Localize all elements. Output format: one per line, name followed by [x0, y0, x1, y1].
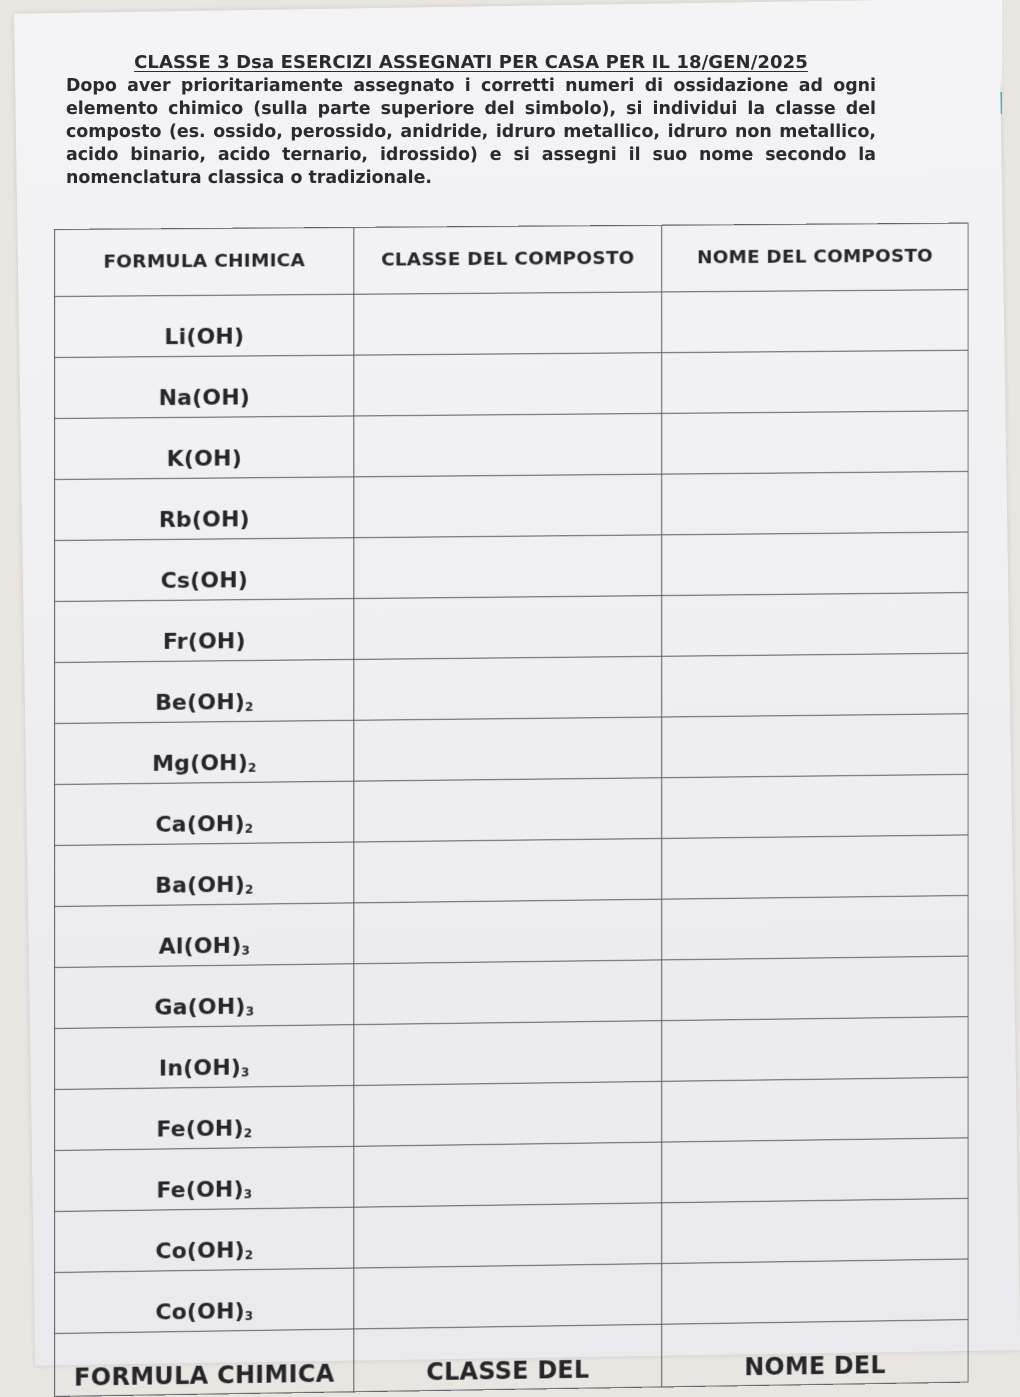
footer-formula-label: FORMULA CHIMICA — [54, 1329, 353, 1397]
table-row — [54, 532, 968, 602]
formula-text: Co(OH) — [155, 1238, 245, 1265]
class-answer-cell[interactable] — [354, 535, 662, 599]
formula-text: Fr(OH) — [162, 629, 246, 655]
formula-cell — [54, 1268, 353, 1333]
formula-text: Al(OH) — [158, 933, 242, 960]
formula-subscript: 3 — [245, 1004, 255, 1019]
column-header-formula: FORMULA CHIMICA — [54, 227, 353, 296]
formula-text: Cs(OH) — [160, 568, 249, 594]
formula-cell — [54, 538, 353, 602]
formula-subscript: 2 — [244, 1248, 254, 1263]
formula-cell — [54, 1085, 353, 1150]
formula-subscript: 2 — [243, 1126, 253, 1141]
table-row — [54, 895, 968, 967]
formula-text: Ga(OH) — [154, 994, 246, 1021]
name-answer-cell[interactable] — [662, 1077, 968, 1142]
name-answer-cell[interactable] — [662, 471, 968, 534]
formula-subscript: 3 — [244, 1308, 254, 1324]
footer-name-label: NOME DEL — [662, 1320, 968, 1387]
formula-subscript: 3 — [241, 1065, 250, 1080]
formula-subscript: 2 — [244, 882, 254, 897]
class-answer-cell[interactable] — [354, 717, 662, 781]
name-answer-cell[interactable] — [662, 290, 968, 353]
table-row — [54, 653, 968, 723]
class-answer-cell[interactable] — [354, 1142, 662, 1207]
formula-cell — [54, 416, 353, 480]
name-answer-cell[interactable] — [662, 653, 968, 717]
formula-cell — [54, 294, 353, 357]
formula-subscript: 2 — [244, 821, 254, 836]
formula-cell — [54, 1025, 353, 1090]
class-answer-cell[interactable] — [354, 353, 662, 416]
table-row — [54, 593, 968, 663]
formula-text: K(OH) — [166, 446, 242, 473]
table-row — [54, 714, 968, 785]
name-answer-cell[interactable] — [662, 956, 968, 1021]
table-row — [54, 411, 968, 480]
class-answer-cell[interactable] — [354, 596, 662, 660]
formula-text: Ca(OH) — [155, 811, 245, 838]
formula-subscript: 2 — [244, 699, 254, 714]
table-row — [54, 290, 968, 358]
class-answer-cell[interactable] — [354, 838, 662, 902]
table-header-row — [54, 223, 968, 296]
name-answer-cell[interactable] — [662, 411, 968, 474]
class-answer-cell[interactable] — [354, 960, 662, 1025]
name-answer-cell[interactable] — [662, 593, 968, 657]
name-answer-cell[interactable] — [662, 1259, 968, 1324]
formula-subscript: 2 — [247, 760, 257, 775]
formula-text: Li(OH) — [164, 324, 245, 351]
formula-text: Ba(OH) — [155, 872, 245, 899]
exercise-table — [54, 223, 969, 1397]
class-answer-cell[interactable] — [354, 413, 662, 476]
worksheet-instructions: Dopo aver prioritariamente assegnato i corretti numeri di ossidazione ad ogni elemento chimico (sulla parte superiore del simbolo), si individui la classe del composto (es. ossido, perossido, anidride, idruro metallico, idruro non metallico, acido binario, acido ternario, idrossido) e si assegni il suo nome secondo la nomenclatura classica o tradizionale. — [66, 76, 876, 188]
name-answer-cell[interactable] — [662, 835, 968, 899]
formula-text: Na(OH) — [158, 385, 251, 412]
formula-cell — [54, 477, 353, 541]
class-answer-cell[interactable] — [354, 1081, 662, 1146]
class-answer-cell[interactable] — [354, 1021, 662, 1086]
formula-cell — [54, 781, 353, 845]
table-row — [54, 350, 968, 418]
name-answer-cell[interactable] — [662, 774, 968, 838]
formula-subscript: 3 — [241, 943, 250, 958]
table-footer-row — [54, 1320, 968, 1397]
table-row — [54, 774, 968, 845]
class-answer-cell[interactable] — [354, 656, 662, 720]
class-answer-cell[interactable] — [354, 474, 662, 538]
formula-cell — [54, 964, 353, 1029]
class-answer-cell[interactable] — [354, 1203, 662, 1268]
footer-class-label: CLASSE DEL — [354, 1324, 662, 1392]
formula-cell — [54, 599, 353, 663]
class-answer-cell[interactable] — [354, 778, 662, 842]
class-answer-cell[interactable] — [354, 292, 662, 355]
name-answer-cell[interactable] — [662, 350, 968, 413]
name-answer-cell[interactable] — [662, 1198, 968, 1263]
table-body — [54, 290, 968, 1334]
name-answer-cell[interactable] — [662, 1017, 968, 1082]
formula-cell — [54, 659, 353, 723]
formula-cell — [54, 720, 353, 784]
formula-subscript: 3 — [243, 1187, 253, 1202]
class-answer-cell[interactable] — [354, 899, 662, 964]
formula-text: Be(OH) — [155, 690, 245, 716]
table-row — [54, 471, 968, 540]
column-header-name: NOME DEL COMPOSTO — [662, 223, 968, 292]
column-header-class: CLASSE DEL COMPOSTO — [354, 225, 662, 294]
worksheet-title: CLASSE 3 Dsa ESERCIZI ASSEGNATI PER CASA PER IL 18/GEN/2025 — [134, 52, 808, 73]
formula-cell — [54, 355, 353, 418]
formula-cell — [54, 1146, 353, 1211]
class-answer-cell[interactable] — [354, 1264, 662, 1329]
name-answer-cell[interactable] — [662, 532, 968, 596]
formula-text: Fe(OH) — [156, 1177, 244, 1204]
name-answer-cell[interactable] — [662, 714, 968, 778]
name-answer-cell[interactable] — [662, 895, 968, 959]
formula-text: In(OH) — [158, 1055, 242, 1082]
formula-text: Co(OH) — [155, 1299, 245, 1326]
formula-text: Mg(OH) — [152, 750, 248, 777]
worksheet-header — [66, 52, 876, 190]
table-row — [54, 835, 968, 907]
name-answer-cell[interactable] — [662, 1138, 968, 1203]
formula-cell — [54, 1207, 353, 1272]
formula-text: Fe(OH) — [156, 1116, 244, 1143]
formula-text: Rb(OH) — [158, 507, 250, 534]
formula-cell — [54, 903, 353, 968]
formula-cell — [54, 842, 353, 906]
